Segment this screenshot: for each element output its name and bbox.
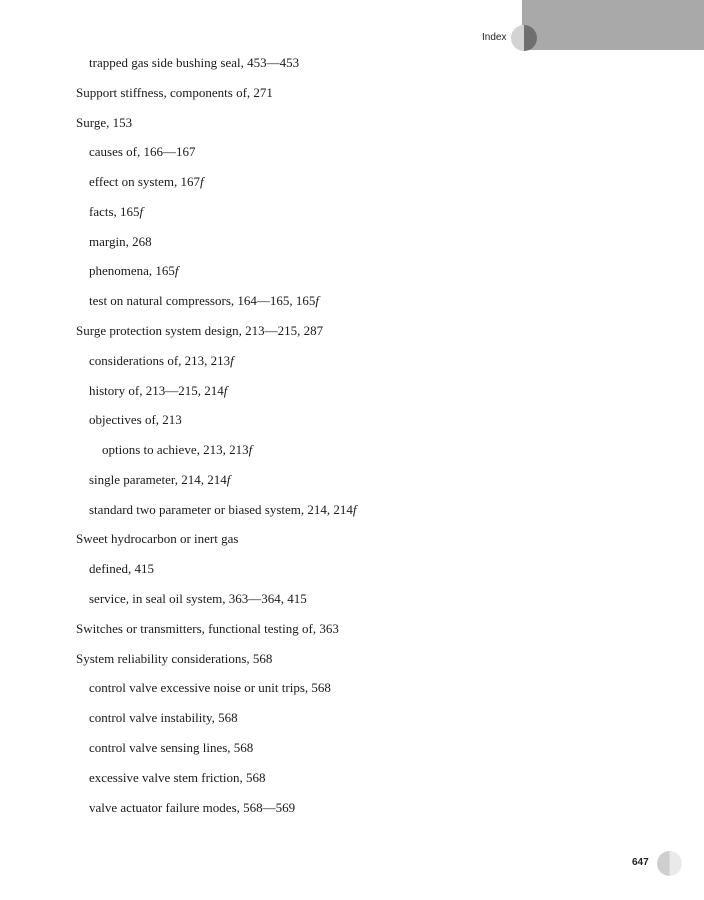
page-ref: 214 [307,502,327,517]
figure-marker: f [174,263,179,278]
page-ref: 214 [204,383,224,398]
figure-marker: f [226,472,231,487]
index-entry: control valve instability, 568 [89,710,238,725]
index-entry: causes of, 166—167 [89,144,196,159]
figure-marker: f [352,502,357,517]
index-term: Surge protection system design [76,323,239,338]
index-term: Sweet hydrocarbon or inert gas [76,531,239,546]
page-ref: 213 [184,353,205,368]
index-entry: defined, 415 [89,561,154,576]
index-term: trapped gas side bushing seal [89,55,241,70]
page-ref: 214 [207,472,227,487]
page-ref: 166—167 [143,144,196,159]
figure-marker: f [199,174,204,189]
page-ref: 167 [180,174,200,189]
index-term: control valve instability [89,710,212,725]
index-entry: objectives of, 213 [89,412,182,427]
page-ref: 213 [203,442,223,457]
index-term: test on natural compressors [89,293,231,308]
page-ref: 213 [162,412,182,427]
page-ref: 164—165 [237,293,290,308]
page-ref: 213 [229,442,249,457]
page-ref: 453—453 [247,55,300,70]
page-ref: 568 [233,740,254,755]
index-term: Surge [76,115,107,130]
index-term: phenomena [89,263,149,278]
page-number: 647 [632,857,649,868]
page-ref: 213 [210,353,231,368]
index-entry: margin, 268 [89,234,152,249]
index-entry: history of, 213—215, 214f [89,383,228,398]
page-ref: 271 [253,85,273,100]
index-term: considerations of [89,353,179,368]
figure-marker: f [248,442,253,457]
index-entry: Surge protection system design, 213—215, 287 [76,323,324,338]
footer-thumb-tab [657,851,682,876]
index-term: valve actuator failure modes [89,800,237,815]
index-term: single parameter [89,472,175,487]
page-ref: 363—364 [228,591,281,606]
index-entry: excessive valve stem friction, 568 [89,770,266,785]
index-entry: control valve excessive noise or unit trips, 568 [89,680,331,695]
index-entry [76,531,238,547]
page-ref: 213—215 [145,383,198,398]
index-entry: service, in seal oil system, 363—364, 415 [89,591,307,606]
index-term: causes of [89,144,138,159]
index-term: effect on system [89,174,174,189]
index-term: System reliability considerations [76,651,247,666]
index-entry: Support stiffness, components of, 271 [76,85,273,100]
index-term: control valve excessive noise or unit trips [89,680,305,695]
page-ref: 415 [134,561,154,576]
page-ref: 568 [218,710,238,725]
index-entry: valve actuator failure modes, 568—569 [89,800,296,815]
page-ref: 213—215 [245,323,298,338]
index-entry: considerations of, 213, 213f [89,353,234,368]
index-entry: System reliability considerations, 568 [76,651,273,666]
page-ref: 153 [112,115,133,130]
page-ref: 268 [132,234,152,249]
index-term: Support stiffness, components of [76,85,247,100]
figure-marker: f [223,383,228,398]
index-term: defined [89,561,128,576]
page-ref: 214 [333,502,353,517]
index-term: options to achieve [102,442,197,457]
index-entry: trapped gas side bushing seal, 453—453 [89,55,300,70]
page-ref: 214 [181,472,201,487]
index-term: service, in seal oil system [89,591,223,606]
index-term: excessive valve stem friction [89,770,240,785]
page-ref: 363 [319,621,339,636]
index-entry: phenomena, 165f [89,263,179,278]
figure-marker: f [230,353,234,368]
page-ref: 568—569 [243,800,296,815]
index-entry: options to achieve, 213, 213f [102,442,253,457]
index-term: objectives of [89,412,156,427]
index-entry: Surge, 153 [76,115,133,130]
index-term: control valve sensing lines [89,740,228,755]
page-ref: 165 [295,293,316,308]
index-entry: test on natural compressors, 164—165, 165f [89,293,320,308]
index-entry: Switches or transmitters, functional testing of, 363 [76,621,339,636]
index-entry: effect on system, 167f [89,174,204,189]
index-term: Switches or transmitters, functional testing of [76,621,313,636]
section-label: Index [482,32,507,43]
page-ref: 568 [311,680,331,695]
index-entry: single parameter, 214, 214f [89,472,231,487]
page-ref: 165 [155,263,175,278]
page-ref: 568 [252,651,273,666]
index-entry: control valve sensing lines, 568 [89,740,254,755]
page-ref: 568 [246,770,266,785]
page-ref: 165 [120,204,140,219]
index-term: margin [89,234,126,249]
page-ref: 415 [287,591,307,606]
index-term: standard two parameter or biased system [89,502,301,517]
index-term: history of [89,383,140,398]
figure-marker: f [315,293,320,308]
page-ref: 287 [303,323,324,338]
figure-marker: f [139,204,144,219]
index-term: facts [89,204,114,219]
index-entry: facts, 165f [89,204,144,219]
index-entry: standard two parameter or biased system, 214, 214f [89,502,357,517]
